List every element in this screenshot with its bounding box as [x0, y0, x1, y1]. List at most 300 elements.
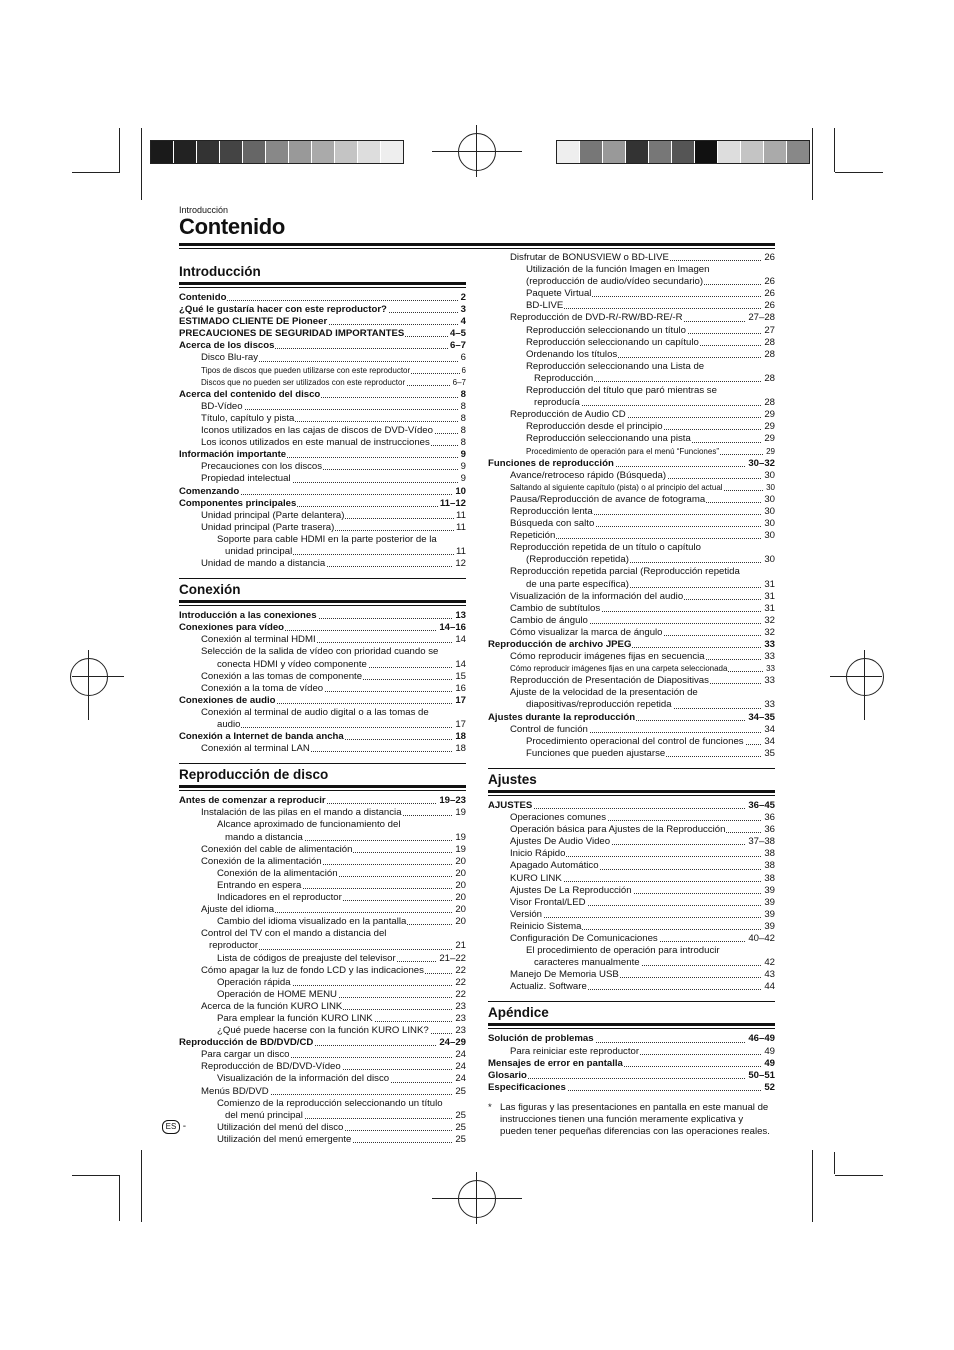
toc-entry[interactable]: [488, 687, 775, 699]
toc-entry[interactable]: [179, 743, 466, 755]
toc-entry-page: 11: [456, 545, 466, 557]
toc-entry-page: 31: [764, 590, 775, 602]
section-rule: [179, 605, 466, 606]
toc-entry-page: 26: [764, 276, 775, 288]
toc-entry-title: Utilización del menú del disco: [217, 1121, 344, 1133]
toc-entry-title: Reproducción de BD/DVD/CD: [179, 1037, 314, 1049]
toc-entry[interactable]: [179, 844, 466, 856]
toc-section-introduccion: [179, 263, 466, 570]
section-rule: [179, 790, 466, 791]
page-footer: [162, 1120, 186, 1134]
toc-entry-page: 15: [455, 670, 466, 682]
page-title: Contenido: [179, 214, 286, 239]
toc-entry[interactable]: [179, 634, 466, 646]
footnote-mark: *: [488, 1101, 492, 1113]
toc-entry-title: Glosario: [488, 1069, 527, 1081]
page-number-suffix: -: [182, 1121, 187, 1132]
toc-entry-title: Disfrutar de BONUSVIEW o BD-LIVE: [510, 252, 669, 263]
toc-entry-title: Cómo reproducir imágenes fijas en secuencia: [510, 651, 705, 663]
entry-list: [488, 1033, 775, 1093]
color-swatch: [557, 141, 580, 163]
section-rule: [179, 763, 466, 764]
toc-entry-title: Menús BD/DVD: [201, 1085, 269, 1097]
toc-entry-title: Operación de HOME MENU: [217, 988, 337, 1000]
toc-entry-page: 32: [764, 626, 775, 638]
toc-entry-page: 25: [455, 1109, 466, 1121]
toc-entry-page: 18: [455, 731, 466, 743]
toc-entry[interactable]: [488, 458, 775, 470]
toc-entry-page: 30: [764, 518, 775, 530]
section-heading: Conexión: [179, 582, 241, 598]
toc-entry[interactable]: [488, 957, 775, 969]
toc-entry[interactable]: [179, 719, 466, 731]
toc-entry[interactable]: [179, 856, 466, 868]
toc-entry[interactable]: [179, 1073, 466, 1085]
toc-entry[interactable]: [179, 425, 466, 437]
toc-entry-page: 33: [764, 639, 775, 650]
toc-entry-page: 34–35: [748, 711, 775, 723]
toc-entry-page: 9: [460, 473, 466, 485]
toc-entry-title: Control de función: [510, 723, 588, 735]
toc-entry-title: Visualización de la información del disco: [217, 1073, 390, 1085]
section-rule: [179, 578, 466, 579]
toc-entry[interactable]: [179, 1061, 466, 1073]
toc-entry[interactable]: [179, 1098, 466, 1110]
toc-entry-title: Operación básica para Ajustes de la Reproducción: [510, 824, 726, 836]
toc-entry-page: 20: [455, 855, 466, 867]
toc-entry-page: 11: [456, 521, 466, 533]
toc-entry[interactable]: [179, 437, 466, 449]
toc-entry[interactable]: [488, 736, 775, 748]
toc-entry-page: 39: [764, 920, 775, 932]
toc-entry-title: Solución de problemas: [488, 1033, 594, 1045]
toc-entry[interactable]: [488, 325, 775, 337]
toc-entry[interactable]: [488, 494, 775, 506]
toc-entry-page: 31: [764, 602, 775, 614]
toc-entry-title: Componentes principales: [179, 497, 297, 509]
toc-entry-page: 49: [764, 1045, 775, 1057]
toc-entry[interactable]: [488, 921, 775, 933]
toc-entry-title: Conexión de la alimentación: [217, 867, 338, 879]
toc-entry-title: Acerca de la función KURO LINK: [201, 1000, 343, 1012]
section-rule: [488, 795, 775, 796]
toc-entry-title: Cómo visualizar la marca de ángulo: [510, 626, 663, 638]
toc-entry-title: Repetición: [510, 530, 556, 542]
toc-entry[interactable]: [488, 1046, 775, 1058]
toc-section-apendice: [488, 1001, 775, 1093]
toc-entry-page: 20: [455, 867, 466, 879]
color-swatch: [695, 141, 718, 163]
toc-entry-title: Visor Frontal/LED: [510, 896, 586, 908]
toc-entry-page: 6: [460, 365, 466, 377]
toc-entry-title: diapositivas/reproducción repetida: [526, 699, 672, 711]
toc-entry-page: 23: [455, 1025, 466, 1037]
toc-entry[interactable]: [488, 530, 775, 542]
entry-list: [179, 610, 466, 755]
toc-entry[interactable]: [488, 933, 775, 945]
toc-entry[interactable]: [179, 832, 466, 844]
footnote: [488, 1102, 775, 1139]
toc-entry[interactable]: [488, 724, 775, 736]
toc-entry-page: 27–28: [748, 312, 775, 324]
toc-entry[interactable]: [488, 252, 775, 264]
toc-entry[interactable]: [179, 328, 466, 340]
toc-entry[interactable]: [179, 989, 466, 1001]
toc-entry-page: 20: [455, 879, 466, 891]
color-swatch: [243, 141, 266, 163]
toc-entry[interactable]: [179, 646, 466, 658]
toc-entry[interactable]: [179, 683, 466, 695]
toc-entry[interactable]: [179, 977, 466, 989]
toc-entry[interactable]: [488, 603, 775, 615]
toc-entry[interactable]: [179, 795, 466, 807]
toc-entry[interactable]: [179, 868, 466, 880]
toc-entry[interactable]: [488, 264, 775, 276]
toc-entry[interactable]: [179, 292, 466, 304]
section-rule: [179, 600, 466, 603]
toc-entry[interactable]: [488, 748, 775, 760]
toc-entry[interactable]: [179, 1049, 466, 1061]
toc-entry[interactable]: [179, 940, 466, 952]
toc-entry-page: 18: [455, 743, 466, 755]
toc-entry[interactable]: [179, 928, 466, 940]
toc-entry[interactable]: [488, 566, 775, 578]
toc-entry-title: Conexión al terminal HDMI: [201, 634, 316, 646]
toc-entry[interactable]: [179, 965, 466, 977]
toc-entry[interactable]: [179, 1086, 466, 1098]
toc-entry[interactable]: [488, 699, 775, 711]
toc-entry[interactable]: [179, 659, 466, 671]
toc-entry-page: 30: [764, 482, 775, 494]
toc-entry[interactable]: [179, 953, 466, 965]
entry-list: [488, 252, 775, 458]
toc-entry[interactable]: [488, 312, 775, 324]
toc-section-conexion: [179, 578, 466, 755]
color-swatch: [220, 141, 243, 163]
toc-entry-title: KURO LINK: [510, 872, 562, 884]
toc-entry-page: 19: [455, 831, 466, 843]
toc-entry-page: 19–23: [439, 795, 466, 807]
toc-entry[interactable]: [488, 615, 775, 627]
toc-entry-title: Cambio de ángulo: [510, 614, 588, 626]
toc-entry-page: 28: [764, 397, 775, 409]
toc-entry-page: 8: [460, 437, 466, 449]
toc-entry[interactable]: [488, 909, 775, 921]
toc-entry[interactable]: [488, 800, 775, 812]
toc-entry[interactable]: [488, 663, 775, 675]
section-rule: [488, 768, 775, 769]
toc-entry[interactable]: [488, 361, 775, 373]
toc-entry[interactable]: [488, 812, 775, 824]
toc-entry-title: Visualización de la información del audio: [510, 590, 684, 602]
toc-right-column: [488, 252, 775, 1139]
toc-entry[interactable]: [488, 860, 775, 872]
toc-entry-page: 35: [764, 747, 775, 759]
color-bar-left: [150, 140, 404, 164]
toc-entry-title: Inicio Rápido: [510, 848, 566, 860]
toc-entry[interactable]: [179, 401, 466, 413]
toc-entry-page: 42: [764, 957, 775, 969]
toc-entry-title: Para reiniciar este reproductor: [510, 1045, 640, 1057]
toc-entry[interactable]: [179, 546, 466, 558]
toc-entry[interactable]: [488, 518, 775, 530]
toc-entry-page: 34: [764, 723, 775, 735]
toc-entry-page: 33: [764, 675, 775, 687]
toc-entry-page: 11–12: [439, 497, 466, 509]
toc-entry-title: Iconos utilizados en las cajas de discos de DVD-Vídeo: [201, 425, 433, 437]
toc-entry-title: ¿Qué le gustaría hacer con este reproductor?: [179, 304, 387, 316]
toc-entry-title: Para cargar un disco: [201, 1049, 290, 1061]
toc-entry[interactable]: [488, 1058, 775, 1070]
toc-entry-title: Reproducción repetida de un título o capítulo: [510, 542, 701, 554]
toc-entry[interactable]: [179, 610, 466, 622]
section-rule: [488, 1001, 775, 1002]
toc-entry[interactable]: [179, 377, 466, 389]
toc-entry-page: 22: [455, 976, 466, 988]
toc-entry[interactable]: [488, 554, 775, 566]
color-swatch: [741, 141, 764, 163]
toc-entry[interactable]: [179, 1110, 466, 1122]
toc-entry[interactable]: [179, 522, 466, 534]
toc-entry-title: Pausa/Reproducción de avance de fotograma: [510, 493, 706, 505]
toc-entry-page: 23: [455, 1000, 466, 1012]
toc-entry-title: conecta HDMI y vídeo componente: [217, 658, 367, 670]
toc-entry-title: Título, capítulo y pista: [201, 412, 295, 424]
toc-entry-page: 27: [764, 324, 775, 336]
toc-entry-title: Los iconos utilizados en este manual de instrucciones: [201, 437, 430, 449]
toc-entry-page: 31: [764, 578, 775, 590]
toc-entry[interactable]: [179, 316, 466, 328]
toc-entry[interactable]: [488, 627, 775, 639]
toc-entry-page: 29: [764, 421, 775, 433]
toc-entry-title: Unidad de mando a distancia: [201, 558, 326, 570]
color-swatch: [197, 141, 220, 163]
toc-entry[interactable]: [179, 1013, 466, 1025]
toc-entry[interactable]: [488, 579, 775, 591]
toc-entry[interactable]: [488, 651, 775, 663]
toc-entry[interactable]: [488, 897, 775, 909]
toc-entry-page: 17: [455, 694, 466, 706]
toc-entry-title: Comienzo de la reproducción seleccionando un título: [217, 1097, 443, 1109]
toc-entry[interactable]: [179, 461, 466, 473]
toc-entry-title: Conexiones para vídeo: [179, 622, 285, 634]
toc-entry-title: Propiedad intelectual: [201, 473, 291, 485]
color-swatch: [358, 141, 381, 163]
toc-entry-page: 6–7: [451, 377, 466, 389]
toc-entry[interactable]: [179, 389, 466, 401]
toc-entry-page: 9: [460, 461, 466, 473]
toc-entry-title: Antes de comenzar a reproducir: [179, 795, 326, 807]
toc-entry-title: Introducción a las conexiones: [179, 610, 317, 622]
toc-entry[interactable]: [179, 558, 466, 570]
toc-entry[interactable]: [179, 304, 466, 316]
toc-entry[interactable]: [179, 498, 466, 510]
toc-entry[interactable]: [488, 385, 775, 397]
toc-entry-title: unidad principal: [225, 545, 293, 557]
toc-entry-page: 21: [455, 940, 466, 952]
toc-entry-title: Reproducción seleccionando un capítulo: [526, 336, 699, 348]
toc-entry[interactable]: [488, 421, 775, 433]
toc-entry[interactable]: [488, 639, 775, 651]
toc-entry[interactable]: [179, 510, 466, 522]
toc-entry-page: 30: [764, 530, 775, 542]
toc-entry-page: 8: [460, 425, 466, 437]
toc-entry-page: 44: [764, 981, 775, 993]
toc-entry[interactable]: [488, 1070, 775, 1082]
toc-entry-title: Apagado Automático: [510, 860, 599, 872]
toc-entry[interactable]: [488, 446, 775, 458]
color-swatch: [672, 141, 695, 163]
toc-entry[interactable]: [488, 712, 775, 724]
toc-entry-page: 33: [764, 699, 775, 711]
toc-entry[interactable]: [179, 1134, 466, 1146]
toc-entry[interactable]: [488, 433, 775, 445]
toc-entry[interactable]: [179, 819, 466, 831]
toc-entry[interactable]: [488, 675, 775, 687]
toc-entry[interactable]: [179, 352, 466, 364]
toc-entry[interactable]: [179, 671, 466, 683]
toc-entry[interactable]: [488, 470, 775, 482]
toc-entry-title: Ajuste de la velocidad de la presentación de: [510, 687, 698, 699]
toc-entry[interactable]: [179, 1037, 466, 1049]
toc-entry-title: Operaciones comunes: [510, 812, 606, 824]
toc-entry-title: Paquete Virtual: [526, 288, 592, 300]
toc-entry-page: 37–38: [748, 836, 775, 848]
toc-entry[interactable]: [488, 288, 775, 300]
toc-entry-title: Configuración De Comunicaciones: [510, 932, 658, 944]
toc-entry-title: Selección de la salida de vídeo con prioridad cuando se: [201, 646, 439, 658]
toc-entry[interactable]: [179, 340, 466, 352]
color-swatch: [151, 141, 174, 163]
toc-entry[interactable]: [179, 534, 466, 546]
toc-entry-page: 32: [764, 614, 775, 626]
toc-entry[interactable]: [488, 397, 775, 409]
toc-entry[interactable]: [488, 542, 775, 554]
toc-entry[interactable]: [179, 622, 466, 634]
toc-entry-title: Ajustes De Audio Video: [510, 836, 611, 848]
toc-entry-page: 52: [764, 1081, 775, 1093]
toc-entry-page: 28: [764, 348, 775, 360]
toc-entry-page: 38: [764, 848, 775, 860]
toc-entry[interactable]: [179, 916, 466, 928]
toc-entry[interactable]: [488, 969, 775, 981]
toc-entry-page: 33: [764, 651, 775, 663]
toc-entry-title: Versión: [510, 908, 542, 920]
toc-entry[interactable]: [179, 904, 466, 916]
toc-entry[interactable]: [179, 1122, 466, 1134]
section-rule: [488, 790, 775, 793]
toc-entry-page: 24–29: [439, 1037, 466, 1049]
toc-entry[interactable]: [488, 409, 775, 421]
toc-entry-page: 28: [764, 336, 775, 348]
toc-entry-title: Conexión al terminal LAN: [201, 743, 310, 755]
toc-entry[interactable]: [488, 506, 775, 518]
toc-entry[interactable]: [488, 824, 775, 836]
color-swatch: [649, 141, 672, 163]
toc-entry[interactable]: [488, 981, 775, 993]
toc-entry-title: AJUSTES: [488, 799, 533, 811]
toc-entry-page: 22: [455, 964, 466, 976]
toc-entry[interactable]: [179, 731, 466, 743]
toc-entry[interactable]: [179, 880, 466, 892]
toc-entry-title: Procedimiento operacional del control de funciones: [526, 735, 744, 747]
toc-entry[interactable]: [488, 836, 775, 848]
title-rule: [179, 243, 775, 246]
toc-entry[interactable]: [179, 486, 466, 498]
toc-entry[interactable]: [179, 473, 466, 485]
toc-entry[interactable]: [488, 337, 775, 349]
toc-entry-title: Reinicio Sistema: [510, 920, 582, 932]
toc-entry-title: Ajustes durante la reproducción: [488, 711, 636, 723]
toc-entry[interactable]: [179, 449, 466, 461]
toc-entry-page: 13: [455, 610, 466, 622]
toc-entry[interactable]: [179, 1001, 466, 1013]
toc-entry[interactable]: [179, 365, 466, 377]
toc-entry-page: 36: [764, 812, 775, 824]
toc-entry-page: 30: [764, 469, 775, 481]
toc-entry-page: 16: [455, 682, 466, 694]
toc-entry-page: 19: [455, 807, 466, 819]
toc-entry[interactable]: [488, 945, 775, 957]
toc-entry-page: 40–42: [748, 932, 775, 944]
toc-entry-page: 19: [455, 843, 466, 855]
toc-entry[interactable]: [179, 807, 466, 819]
toc-entry-title: Alcance aproximado de funcionamiento del: [217, 819, 401, 831]
toc-entry-title: Lista de códigos de preajuste del televisor: [217, 952, 396, 964]
toc-entry-title: Indicadores en el reproductor: [217, 892, 342, 904]
toc-entry-title: BD-LIVE: [526, 300, 564, 312]
toc-entry-title: (Reproducción repetida): [526, 554, 629, 566]
toc-entry[interactable]: [488, 848, 775, 860]
toc-entry-title: Reproducción desde el principio: [526, 421, 663, 433]
toc-entry[interactable]: [488, 349, 775, 361]
toc-entry[interactable]: [179, 707, 466, 719]
toc-entry-page: 36–45: [748, 799, 775, 811]
toc-entry-title: Ajuste del idioma: [201, 904, 275, 916]
toc-entry[interactable]: [179, 1025, 466, 1037]
toc-entry-title: Soporte para cable HDMI en la parte posterior de la: [217, 533, 437, 545]
toc-left-column: [179, 263, 466, 1146]
toc-entry[interactable]: [179, 695, 466, 707]
toc-entry[interactable]: [488, 873, 775, 885]
toc-entry-page: 9: [460, 449, 466, 461]
toc-entry-page: 21–22: [439, 952, 466, 964]
toc-entry-page: 34: [764, 735, 775, 747]
toc-entry[interactable]: [488, 276, 775, 288]
toc-entry[interactable]: [488, 1082, 775, 1094]
toc-entry-title: Entrando en espera: [217, 879, 302, 891]
toc-entry-page: 33: [764, 663, 775, 675]
toc-entry[interactable]: [488, 1033, 775, 1045]
toc-entry[interactable]: [488, 591, 775, 603]
toc-entry-page: 14: [455, 658, 466, 670]
toc-entry[interactable]: [488, 300, 775, 312]
toc-entry[interactable]: [179, 413, 466, 425]
toc-entry-page: 43: [764, 969, 775, 981]
toc-entry[interactable]: [488, 885, 775, 897]
toc-entry-page: 14–16: [439, 622, 466, 634]
toc-entry[interactable]: [488, 482, 775, 494]
toc-entry-title: Para emplear la función KURO LINK: [217, 1012, 373, 1024]
toc-entry[interactable]: [179, 892, 466, 904]
toc-entry-title: Reproducción seleccionando un título: [526, 324, 687, 336]
toc-entry-page: 17: [455, 719, 466, 730]
toc-entry-page: 29: [764, 409, 775, 421]
toc-entry[interactable]: [488, 373, 775, 385]
toc-entry-title: reproducía: [534, 397, 580, 409]
dot-leader: [488, 1078, 775, 1079]
toc-entry-page: 14: [455, 634, 466, 646]
